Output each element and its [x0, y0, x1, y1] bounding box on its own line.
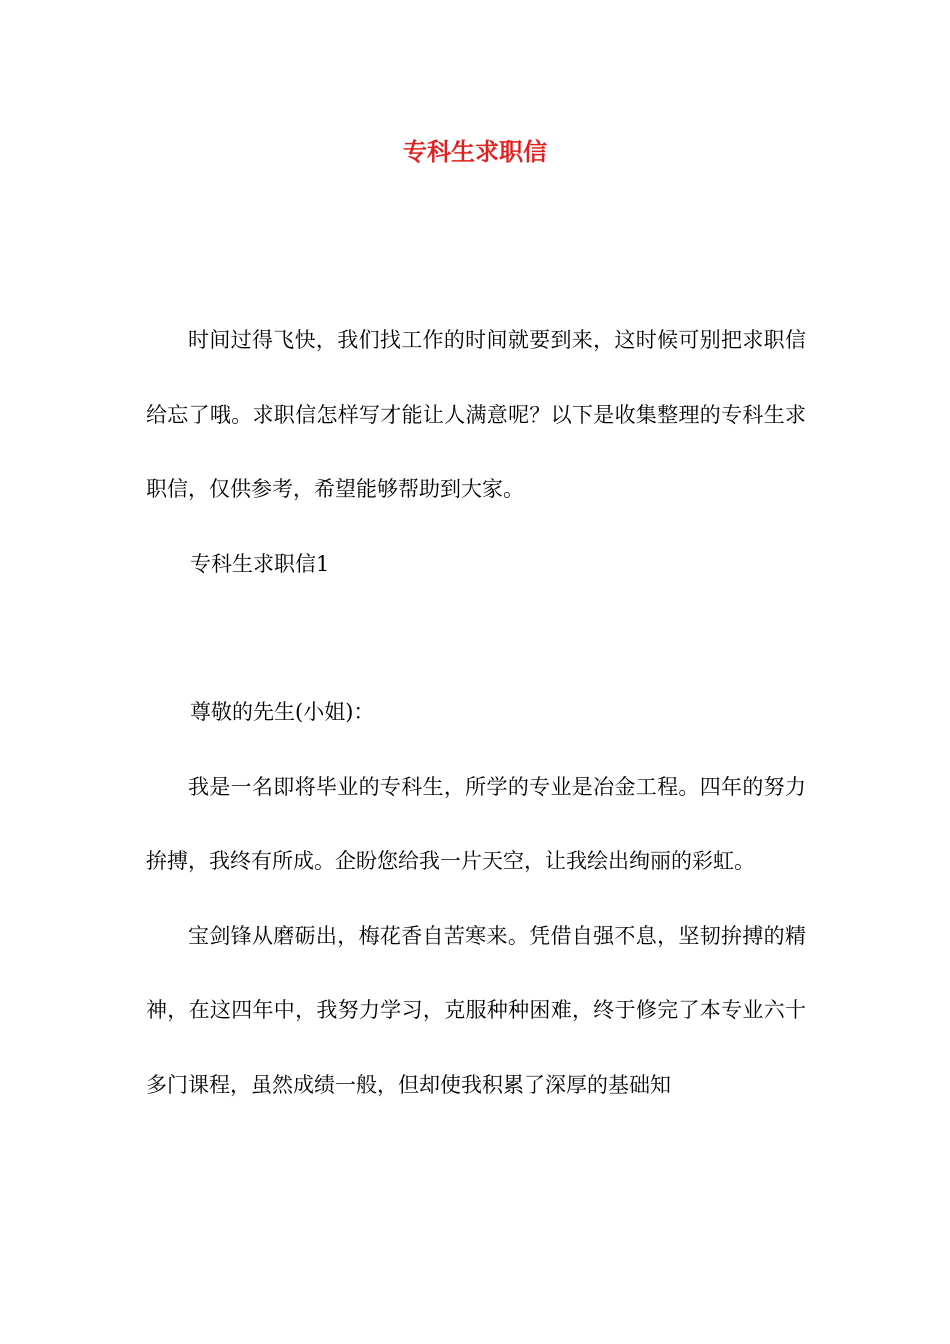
section-heading: 专科生求职信1 — [190, 551, 330, 576]
body-paragraph-2: 宝剑锋从磨砺出，梅花香自苦寒来。凭借自强不息，坚韧拚搏的精神，在这四年中，我努力学习，克服种种困难，终于修完了本专业六十多门课程，虽然成绩一般，但却使我积累了深厚的基础知 — [146, 923, 806, 1097]
blank-line — [146, 601, 806, 675]
salutation: 尊敬的先生(小姐)： — [190, 700, 375, 724]
intro-paragraph: 时间过得飞快，我们找工作的时间就要到来，这时候可别把求职信给忘了哦。求职信怎样写才能让人满意呢？以下是收集整理的专科生求职信，仅供参考，希望能够帮助到大家。 — [146, 328, 806, 501]
document-body — [146, 303, 806, 1122]
document-title: 专科生求职信 — [403, 137, 547, 166]
body-paragraph-1: 我是一名即将毕业的专科生，所学的专业是冶金工程。四年的努力拚搏，我终有所成。企盼您给我一片天空，让我绘出绚丽的彩虹。 — [146, 774, 806, 873]
